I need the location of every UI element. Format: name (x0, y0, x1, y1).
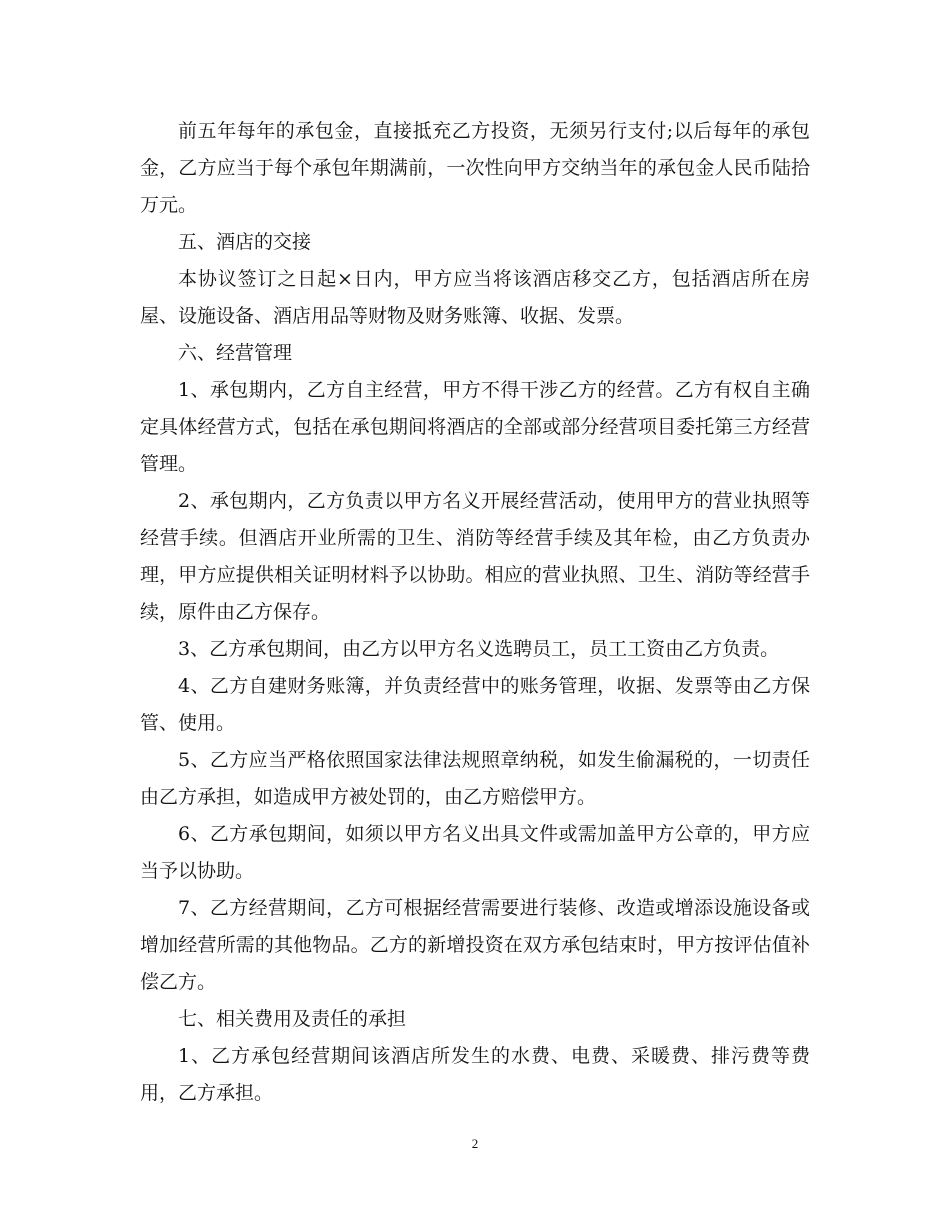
paragraph-clause-2: 2、承包期内，乙方负责以甲方名义开展经营活动，使用甲方的营业执照等经营手续。但酒店开业所需的卫生、消防等经营手续及其年检，由乙方负责办理，甲方应提供相关证明材料予以协助。相应的营业执照、卫生、消防等经营手续，原件由乙方保存。 (140, 490, 810, 623)
paragraph-costs-clause-1: 1、乙方承包经营期间该酒店所发生的水费、电费、采暖费、排污费等费用，乙方承担。 (140, 1045, 810, 1104)
page-number: 2 (471, 1136, 479, 1151)
document-body (140, 113, 810, 1112)
paragraph-contract-fee: 前五年每年的承包金，直接抵充乙方投资，无须另行支付;以后每年的承包金，乙方应当于每个承包年期满前，一次性向甲方交纳当年的承包金人民币陆拾万元。 (140, 120, 810, 216)
heading-operation-management: 六、经营管理 (178, 342, 293, 364)
paragraph-clause-4: 4、乙方自建财务账簿，并负责经营中的账务管理，收据、发票等由乙方保管、使用。 (140, 675, 810, 734)
paragraph-handover-terms: 本协议签订之日起×日内，甲方应当将该酒店移交乙方，包括酒店所在房屋、设施设备、酒店用品等财物及财务账簿、收据、发票。 (140, 268, 810, 327)
heading-costs-and-liability: 七、相关费用及责任的承担 (178, 1008, 407, 1030)
paragraph-clause-3: 3、乙方承包期间，由乙方以甲方名义选聘员工，员工工资由乙方负责。 (178, 638, 780, 660)
paragraph-clause-6: 6、乙方承包期间，如须以甲方名义出具文件或需加盖甲方公章的，甲方应当予以协助。 (140, 823, 810, 882)
heading-hotel-handover: 五、酒店的交接 (178, 231, 312, 253)
paragraph-clause-5: 5、乙方应当严格依照国家法律法规照章纳税，如发生偷漏税的，一切责任由乙方承担，如造成甲方被处罚的，由乙方赔偿甲方。 (140, 749, 810, 808)
paragraph-clause-7: 7、乙方经营期间，乙方可根据经营需要进行装修、改造或增添设施设备或增加经营所需的其他物品。乙方的新增投资在双方承包结束时，甲方按评估值补偿乙方。 (140, 897, 810, 993)
paragraph-clause-1: 1、承包期内，乙方自主经营，甲方不得干涉乙方的经营。乙方有权自主确定具体经营方式，包括在承包期间将酒店的全部或部分经营项目委托第三方经营管理。 (140, 379, 810, 475)
